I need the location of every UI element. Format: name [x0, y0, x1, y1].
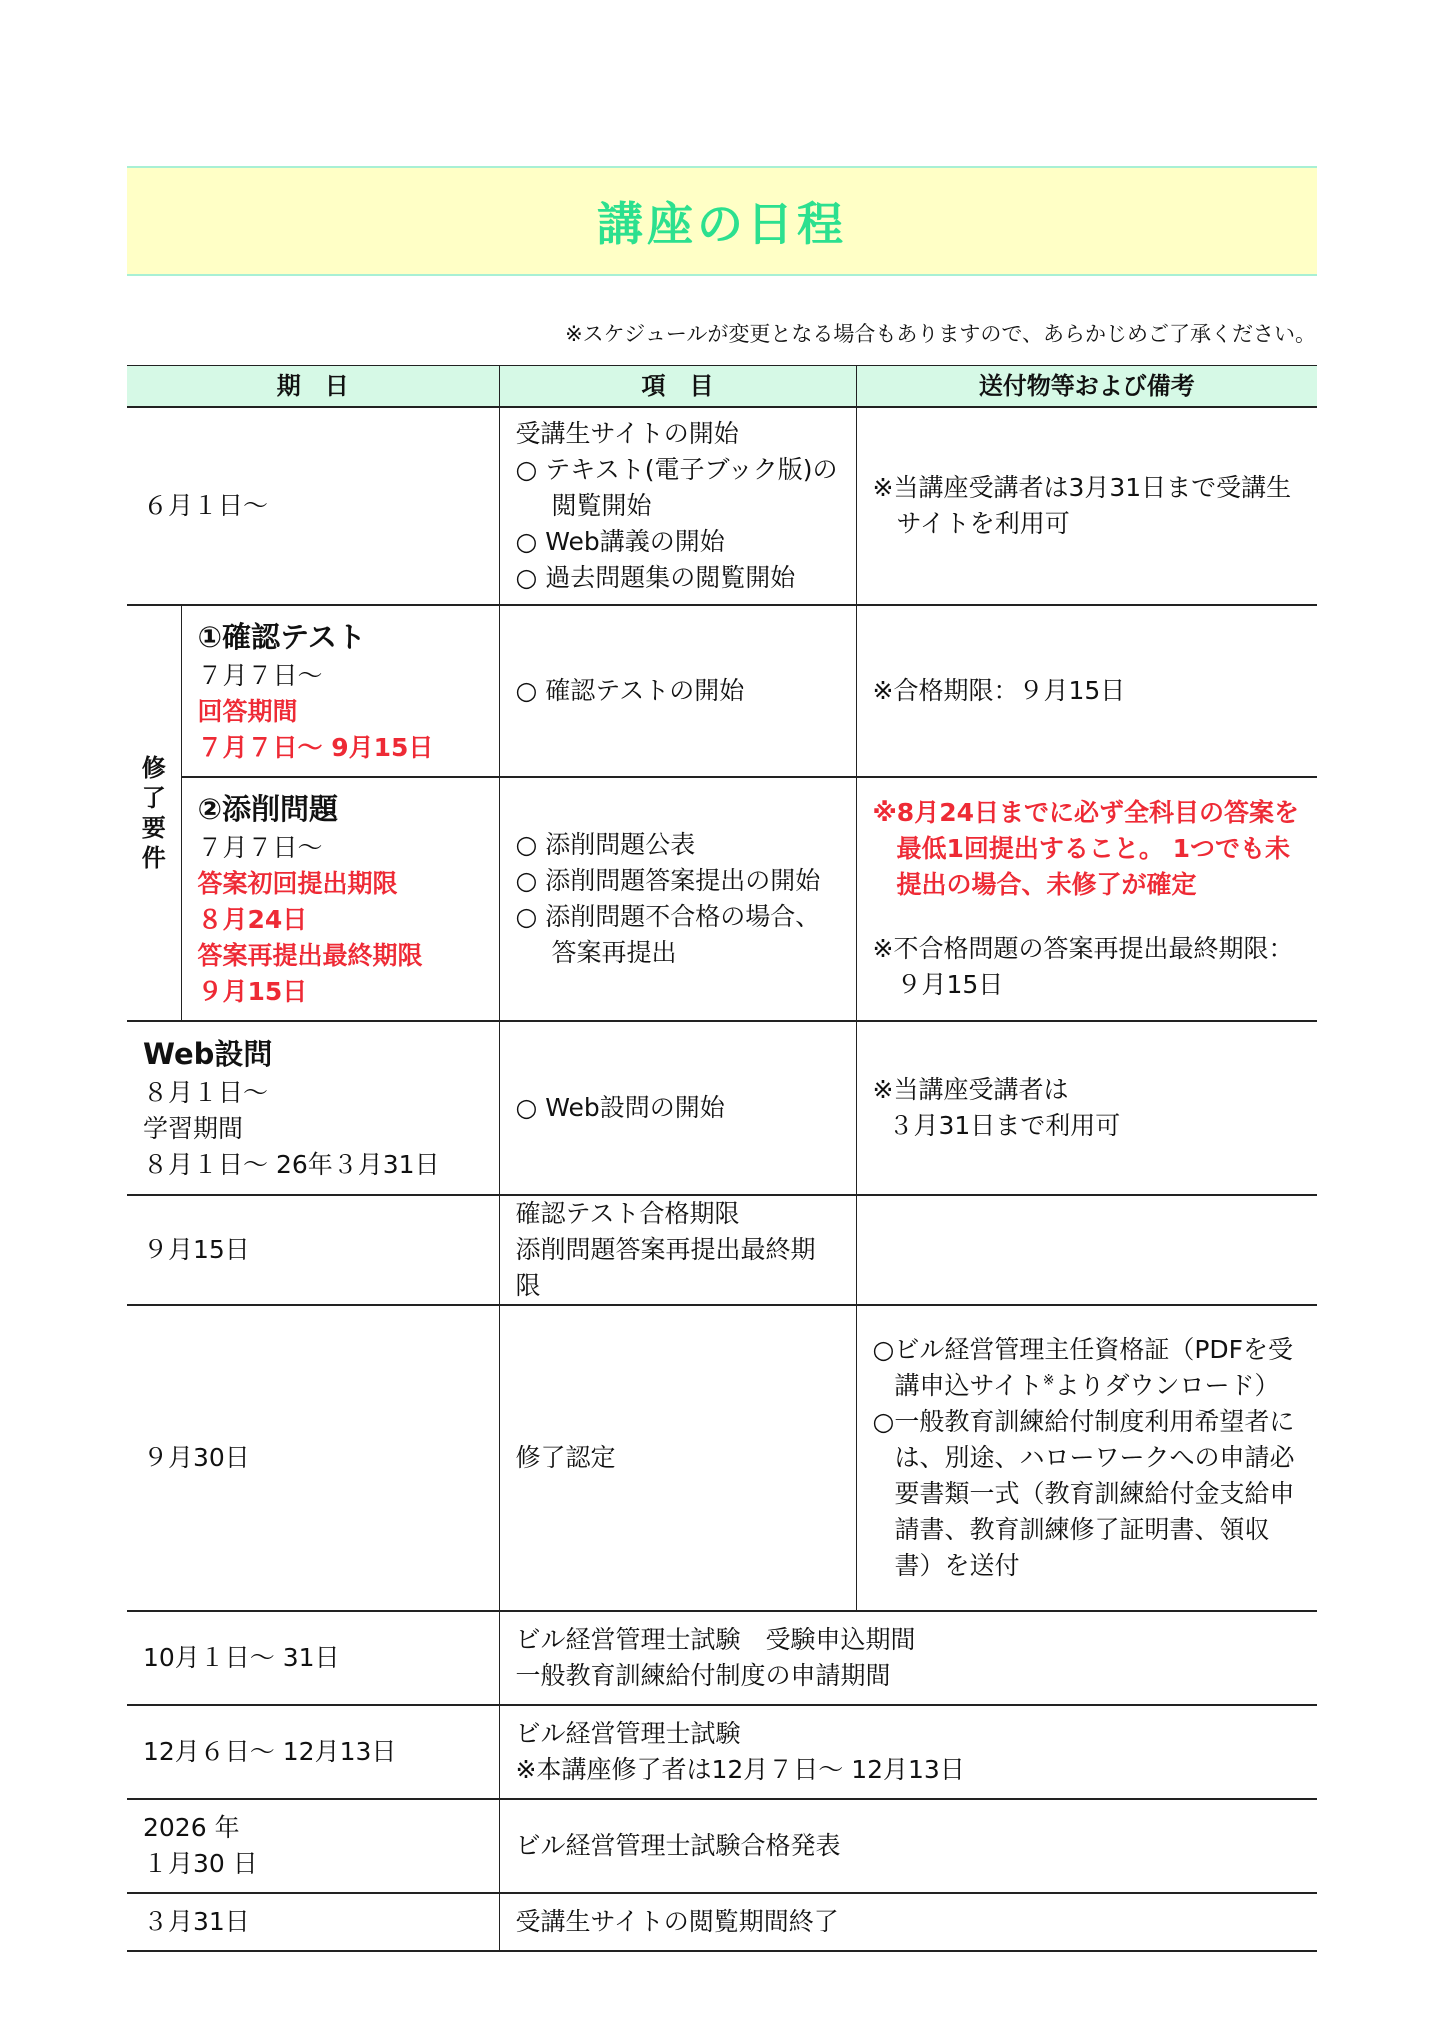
date-text: 12月６日～ 12月13日 [143, 1737, 397, 1766]
table-row [127, 407, 1317, 605]
date-text: ９月15日 [143, 1235, 250, 1264]
table-row [127, 1021, 1317, 1195]
date-text: ７月７日～ [197, 833, 323, 862]
date-cell [127, 1611, 499, 1705]
item-cell [499, 1021, 856, 1195]
remark-cell [856, 1195, 1317, 1305]
remark-cell [856, 605, 1317, 777]
table-row [127, 1799, 1317, 1893]
item-cell [499, 777, 856, 1021]
item-text: 修了認定 [515, 1443, 616, 1472]
deadline-text: ９月15日 [197, 977, 308, 1006]
list-item: ○ 確認テストの開始 [515, 676, 745, 705]
date-text: ９月30日 [143, 1443, 250, 1472]
table-row [127, 1195, 1317, 1305]
remark-text: ※当講座受講者は3月31日まで受講生サイトを利用可 [872, 473, 1292, 538]
date-cell [127, 1705, 499, 1799]
item-cell [499, 407, 856, 605]
section-heading: Web設問 [143, 1037, 273, 1071]
date-cell [127, 1893, 499, 1951]
date-cell [127, 1799, 499, 1893]
title-band [127, 166, 1317, 276]
table-row [127, 777, 1317, 1021]
item-cell [499, 1305, 856, 1611]
item-text: 一般教育訓練給付制度の申請期間 [515, 1661, 891, 1690]
requirement-label: 修 了 要 件 [127, 605, 181, 1021]
deadline-label: 答案再提出最終期限 [197, 941, 423, 970]
period-label: 回答期間 [197, 697, 298, 726]
remark-cell [856, 1021, 1317, 1195]
remark-text: ３月31日まで利用可 [888, 1111, 1121, 1140]
remark-cell [856, 407, 1317, 605]
remark-text: ※合格期限：９月15日 [872, 676, 1126, 705]
remark-text: ○一般教育訓練給付制度利用希望者には、別途、ハローワークへの申請必要書類一式（教育訓練給付金支給申請書、教育訓練修了証明書、領収書）を送付 [872, 1407, 1295, 1580]
page-title: 講座の日程 [597, 197, 847, 251]
date-cell [127, 1195, 499, 1305]
table-row [127, 1893, 1317, 1951]
date-text: 10月１日～ 31日 [143, 1643, 340, 1672]
table-header-row [127, 366, 1317, 408]
period-text: ８月１日～ 26年３月31日 [143, 1150, 440, 1179]
schedule-change-note: ※スケジュールが変更となる場合もありますので、あらかじめご了承ください。 [565, 322, 1316, 346]
date-text: ６月１日～ [143, 491, 269, 520]
period-text: ７月７日～ 9月15日 [197, 733, 434, 762]
list-item: ○ 添削問題答案提出の開始 [515, 866, 821, 895]
remark-text: ○ビル経営管理主任資格証（PDFを受講申込サイト※よりダウンロード） [872, 1335, 1294, 1400]
item-cell [499, 1195, 856, 1305]
warning-text: ※8月24日までに必ず全科目の答案を最低1回提出すること。 1つでも未提出の場合、未修了が確定 [872, 798, 1299, 899]
date-cell [181, 777, 499, 1021]
list-item: ○ Web講義の開始 [515, 527, 725, 556]
list-item: ○ Web設問の開始 [515, 1093, 725, 1122]
date-cell [127, 1305, 499, 1611]
item-cell [499, 1705, 1317, 1799]
item-cell [499, 1799, 1317, 1893]
deadline-text: ８月24日 [197, 905, 308, 934]
item-text: 添削問題答案再提出最終期限 [515, 1235, 816, 1300]
item-text: 確認テスト合格期限 [515, 1199, 740, 1228]
item-text: 受講生サイトの閲覧期間終了 [515, 1907, 839, 1936]
remark-text: ※当講座受講者は [872, 1075, 1069, 1104]
item-title: 受講生サイトの開始 [515, 419, 739, 448]
header-date: 期 日 [127, 366, 499, 408]
date-cell [127, 407, 499, 605]
date-text: １月30 日 [143, 1849, 258, 1878]
section-heading: ①確認テスト [197, 620, 366, 654]
table-row [127, 1305, 1317, 1611]
item-text: ビル経営管理士試験 [515, 1719, 741, 1748]
schedule-table [127, 365, 1317, 1952]
table-row [127, 1611, 1317, 1705]
item-text: ※本講座修了者は12月７日～ 12月13日 [515, 1755, 965, 1784]
header-item: 項 目 [499, 366, 856, 408]
date-text: ３月31日 [143, 1907, 250, 1936]
date-text: 2026 年 [143, 1813, 240, 1842]
list-item: ○ 過去問題集の閲覧開始 [515, 563, 796, 592]
remark-cell [856, 1305, 1317, 1611]
date-text: ８月１日～ [143, 1078, 269, 1107]
item-cell [499, 1893, 1317, 1951]
list-item: ○ 添削問題公表 [515, 830, 696, 859]
list-item: ○ 添削問題不合格の場合、答案再提出 [515, 902, 821, 967]
table-row [127, 1705, 1317, 1799]
table-row [127, 605, 1317, 777]
item-text: ビル経営管理士試験合格発表 [515, 1831, 841, 1860]
item-text: ビル経営管理士試験 受験申込期間 [515, 1625, 916, 1654]
deadline-label: 答案初回提出期限 [197, 869, 398, 898]
item-cell [499, 1611, 1317, 1705]
item-cell [499, 605, 856, 777]
date-text: ７月７日～ [197, 661, 323, 690]
date-cell [181, 605, 499, 777]
header-remarks: 送付物等および備考 [856, 366, 1317, 408]
remark-cell [856, 777, 1317, 1021]
remark-text: ※不合格問題の答案再提出最終期限：９月15日 [872, 934, 1294, 999]
period-label: 学習期間 [143, 1114, 244, 1143]
list-item: ○ テキスト(電子ブック版)の閲覧開始 [515, 455, 838, 520]
date-cell [127, 1021, 499, 1195]
section-heading: ②添削問題 [197, 792, 339, 826]
